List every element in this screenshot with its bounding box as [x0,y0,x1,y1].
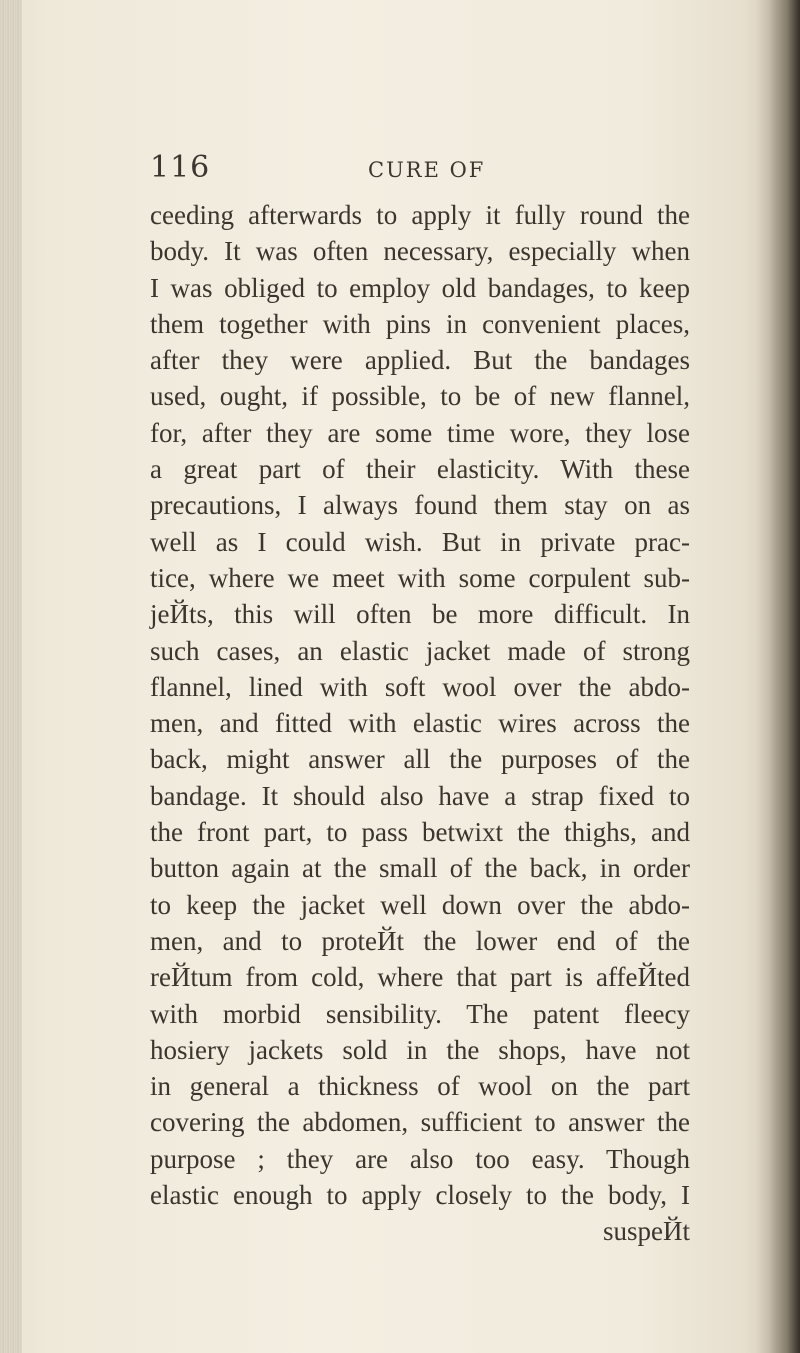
text-line: bandage. It should also have a strap fixed to [150,780,690,811]
text-line: the front part, to pass betwixt the thighs, and [150,817,690,848]
text-line: in general a thickness of wool on the part [150,1071,690,1102]
text-line: reЙtum from cold, where that part is affeЙted [150,962,690,993]
text-line: after they were applied. But the bandages [150,345,690,376]
page-gutter [0,0,22,1353]
text-line: tice, where we meet with some corpulent sub- [150,562,690,593]
text-line: elastic enough to apply closely to the body, I [150,1180,690,1211]
text-line: well as I could wish. But in private prac- [150,526,690,557]
page-number: 116 [150,150,211,185]
text-line: back, might answer all the purposes of the [150,744,690,775]
text-line: ceeding afterwards to apply it fully round the [150,200,690,230]
text-line: for, after they are some time wore, they lose [150,417,690,448]
text-line: body. It was often necessary, especially when [150,236,690,267]
text-line: men, and to proteЙt the lower end of the [150,925,690,956]
text-line: covering the abdomen, sufficient to answer the [150,1107,690,1138]
text-line: men, and fitted with elastic wires across the [150,708,690,739]
text-line: I was obliged to employ old bandages, to keep [150,272,690,303]
text-line: precautions, I always found them stay on as [150,490,690,521]
text-line: suspeЙt [603,1216,690,1247]
text-line: such cases, an elastic jacket made of strong [150,635,690,666]
text-line: button again at the small of the back, in order [150,853,690,884]
body-text [150,197,690,1250]
text-line: jeЙts, this will often be more difficult. In [150,599,690,630]
text-line: to keep the jacket well down over the abdo- [150,889,690,920]
text-line: flannel, lined with soft wool over the abdo- [150,671,690,702]
running-head: CURE OF [368,158,486,182]
text-line: a great part of their elasticity. With these [150,454,690,485]
text-line: used, ought, if possible, to be of new flannel, [150,381,690,412]
text-line: them together with pins in convenient places, [150,308,690,339]
page-edge-shadow [756,0,800,1353]
text-line: with morbid sensibility. The patent fleecy [150,998,690,1029]
text-line: purpose ; they are also too easy. Though [150,1143,690,1174]
text-line: hosiery jackets sold in the shops, have not [150,1034,690,1065]
page-header [150,150,670,194]
